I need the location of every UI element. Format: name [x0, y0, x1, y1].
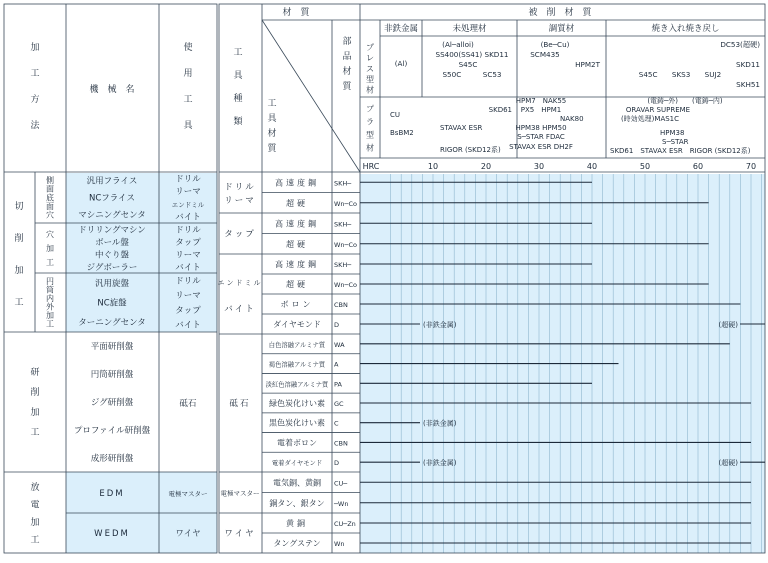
tool-name: ワイヤ — [175, 529, 201, 539]
plastic-material: ORAVAR SUPREME — [625, 106, 691, 114]
category-title: 焼き入れ焼き戻し — [651, 24, 720, 34]
tool-name: バイト — [175, 212, 201, 223]
tool-material-name: 高速度鋼 — [275, 260, 319, 269]
machine-name: ジグボーラー — [86, 262, 138, 273]
plastic-material: (時効処理)MAS1C — [620, 115, 680, 123]
tool-material-code: C — [334, 419, 339, 428]
tool-material-name: 緑色炭化けい素 — [269, 399, 325, 408]
tool-material-name: ボロン — [280, 300, 314, 309]
tool-material-name: 白色溶融アルミナ質 — [268, 341, 326, 349]
subprocess-label: 円筒内外加工 — [46, 277, 54, 329]
tool-name: バイト — [175, 262, 201, 273]
press-material: (Be─Cu) — [540, 40, 570, 49]
machine-name: NC旋盤 — [97, 298, 127, 309]
machine-name: ジグ研削盤 — [90, 398, 134, 408]
press-material: S50C SC53 — [442, 70, 502, 79]
right-table — [218, 4, 766, 553]
press-material: SS400(SS41) SKD11 — [435, 50, 509, 59]
machine-name: ターニングセンタ — [78, 318, 146, 329]
category-title: 非鉄金属 — [383, 24, 419, 34]
tool-material-name: 電気銅、黄銅 — [273, 478, 321, 488]
machine-name: 円筒研削盤 — [90, 370, 134, 380]
plastic-material: HPM38 — [660, 129, 685, 137]
tool-material-code: Wn — [334, 540, 345, 548]
tool-material-code: Wn─Co — [334, 281, 357, 289]
tool-name: ドリル — [175, 174, 201, 185]
press-material: SKD11 — [736, 60, 760, 69]
tool-material-code: Wn─Co — [334, 199, 357, 208]
plastic-material: STAVAX ESR DH2F — [509, 143, 573, 151]
machine-name: ドリリングマシン — [78, 225, 146, 236]
tool-material-code: Wn─Co — [334, 240, 357, 249]
tool-material-name: 褐色溶融アルミナ質 — [268, 361, 326, 369]
category-plastic: プラ型材 — [366, 104, 374, 153]
tool-group-label: ドリル — [224, 182, 256, 193]
tool-material-code: CU─ — [334, 479, 348, 488]
plastic-material: PX5 HPM1 — [520, 106, 562, 114]
process-cutting: 切削加工 — [14, 202, 24, 309]
tool-material-name: 銅タン、銀タン — [269, 498, 325, 508]
plastic-material: SKD61 — [488, 106, 512, 114]
tool-material-name: タングステン — [273, 539, 321, 548]
tool-material-code: PA — [334, 380, 342, 389]
press-material: (Al─alloi) — [442, 40, 474, 49]
range-note: (超硬) — [718, 321, 738, 329]
tool-material-name: 電着ダイヤモンド — [271, 460, 323, 468]
header-part-material: 部品材質 — [342, 37, 352, 92]
tool-material-name: 黄銅 — [286, 519, 308, 528]
plastic-material: NAK80 — [560, 115, 584, 123]
tool-material-code: D — [334, 321, 340, 329]
tool-material-name: ダイヤモンド — [273, 320, 321, 329]
plastic-material: HPM7 NAK55 — [515, 97, 567, 105]
tool-material-name: 電着ボロン — [277, 438, 317, 448]
plastic-material: HPM38 HPM50 — [515, 124, 567, 132]
subprocess-label: 側面底面穴 — [46, 176, 54, 220]
hrc-tick-label: 70 — [745, 162, 757, 171]
tool-name: タップ — [175, 305, 201, 316]
machine-name: WEDM — [94, 529, 130, 539]
tool-material-name: 黒色炭化けい素 — [269, 418, 325, 428]
tool-group-label: エンドミル — [217, 279, 263, 287]
hrc-label: HRC — [362, 162, 380, 171]
tool-name: バイト — [175, 320, 201, 331]
tool-material-code: CBN — [334, 301, 348, 309]
press-material: HPM2T — [575, 60, 600, 69]
left-table — [4, 4, 217, 553]
tool-material-name: 淡紅色溶融アルミナ質 — [265, 381, 329, 389]
tool-material-name: 超硬 — [286, 239, 308, 249]
plastic-material: S─STAR — [662, 138, 689, 146]
press-material: DC53(超硬) — [720, 40, 760, 49]
tool-material-code: ─Wn — [334, 499, 349, 508]
press-material: SCM435 — [530, 50, 560, 59]
tool-material-code: SKH─ — [334, 179, 352, 188]
tool-material-code: SKH─ — [334, 220, 352, 229]
tool-material-code: CU─Zn — [334, 520, 356, 528]
tool-material-code: A — [334, 360, 339, 369]
tool-name: リーマ — [175, 250, 201, 261]
process-grinding: 研削加工 — [30, 368, 40, 439]
tool-name: ドリル — [175, 225, 201, 236]
tool-material-name: 超硬 — [286, 198, 308, 208]
machine-name: 平面研削盤 — [90, 342, 134, 352]
hrc-tick-label: 50 — [639, 162, 651, 171]
tool-material-code: SKH─ — [334, 261, 352, 269]
tool-name: タップ — [175, 237, 201, 248]
machine-name: NCフライス — [89, 193, 135, 204]
process-edm: 放電加工 — [30, 482, 40, 546]
plastic-material: S─STAR FDAC — [517, 133, 565, 141]
tool-material-name: 高速度鋼 — [275, 178, 319, 188]
plastic-material: SKD61 STAVAX ESR RIGOR (SKD12系) — [610, 147, 751, 155]
tool-material-code: CBN — [334, 439, 348, 448]
range-note: (非鉄金属) — [423, 419, 457, 428]
tool-material-code: WA — [334, 340, 345, 349]
header-workpiece: 被 削 材 質 — [528, 8, 592, 18]
tool-material-code: GC — [334, 400, 344, 408]
tool-group-label: リーマ — [224, 195, 256, 206]
machine-name: 汎用フライス — [86, 176, 138, 187]
hrc-tick-label: 10 — [427, 162, 439, 171]
machine-name: 中ぐり盤 — [94, 250, 130, 261]
tool-name: リーマ — [175, 187, 201, 198]
hrc-tick-label: 40 — [586, 162, 598, 171]
plastic-material: BsBM2 — [390, 129, 414, 137]
header-tool-type: 工具種類 — [233, 48, 243, 127]
tool-material-code: D — [334, 459, 340, 468]
category-title: 調質材 — [548, 24, 575, 34]
tool-name: ドリル — [175, 276, 201, 287]
press-material: S45C — [458, 60, 478, 69]
machine-name: ボール盤 — [95, 237, 129, 248]
tool-group-label: 砥石 — [229, 399, 251, 409]
tool-material-name: 高速度鋼 — [275, 219, 319, 229]
range-note: (非鉄金属) — [423, 459, 457, 468]
tool-material-name: 超硬 — [286, 280, 308, 289]
header-machine: 機 械 名 — [89, 85, 135, 95]
tool-group-label: タップ — [224, 229, 256, 240]
tool-name: エンドミル — [171, 200, 205, 209]
machine-name: プロファイル研削盤 — [73, 426, 151, 436]
tool-group-label: バイト — [224, 304, 256, 315]
category-press: プレス型材 — [366, 43, 374, 95]
machine-name: 汎用旋盤 — [94, 278, 130, 289]
press-material: S45C SKS3 SUJ2 — [638, 70, 722, 79]
plastic-material: (電鋳─外) (電鋳─内) — [647, 97, 723, 105]
header-process: 加工方法 — [30, 43, 40, 131]
header-material: 材 質 — [282, 8, 310, 18]
machine-name: EDM — [99, 489, 125, 499]
machine-name: マシニングセンタ — [78, 210, 146, 221]
hrc-tick-label: 30 — [533, 162, 545, 171]
category-title: 未処理材 — [452, 24, 487, 34]
press-material: (Al) — [394, 59, 408, 68]
hrc-tick-label: 60 — [692, 162, 704, 171]
header-tool-material: 工具材質 — [267, 99, 277, 154]
tool-name: リーマ — [175, 291, 201, 302]
press-material: SKH51 — [736, 80, 760, 89]
range-note: (超硬) — [718, 459, 738, 468]
machine-name: 成形研削盤 — [90, 454, 134, 464]
plastic-material: STAVAX ESR — [440, 124, 483, 132]
range-note: (非鉄金属) — [423, 321, 457, 329]
subprocess-label: 穴加工 — [46, 229, 54, 267]
header-tool: 使用工具 — [183, 43, 193, 131]
plastic-material: CU — [390, 111, 401, 119]
tool-group-label: ワイヤ — [224, 529, 256, 539]
tool-name: 砥石 — [179, 399, 197, 409]
plastic-material: RIGOR (SKD12系) — [440, 146, 501, 154]
hrc-tick-label: 20 — [480, 162, 492, 171]
tool-group-label: 電極マスター — [220, 489, 260, 498]
tool-name: 電極マスター — [168, 490, 208, 498]
